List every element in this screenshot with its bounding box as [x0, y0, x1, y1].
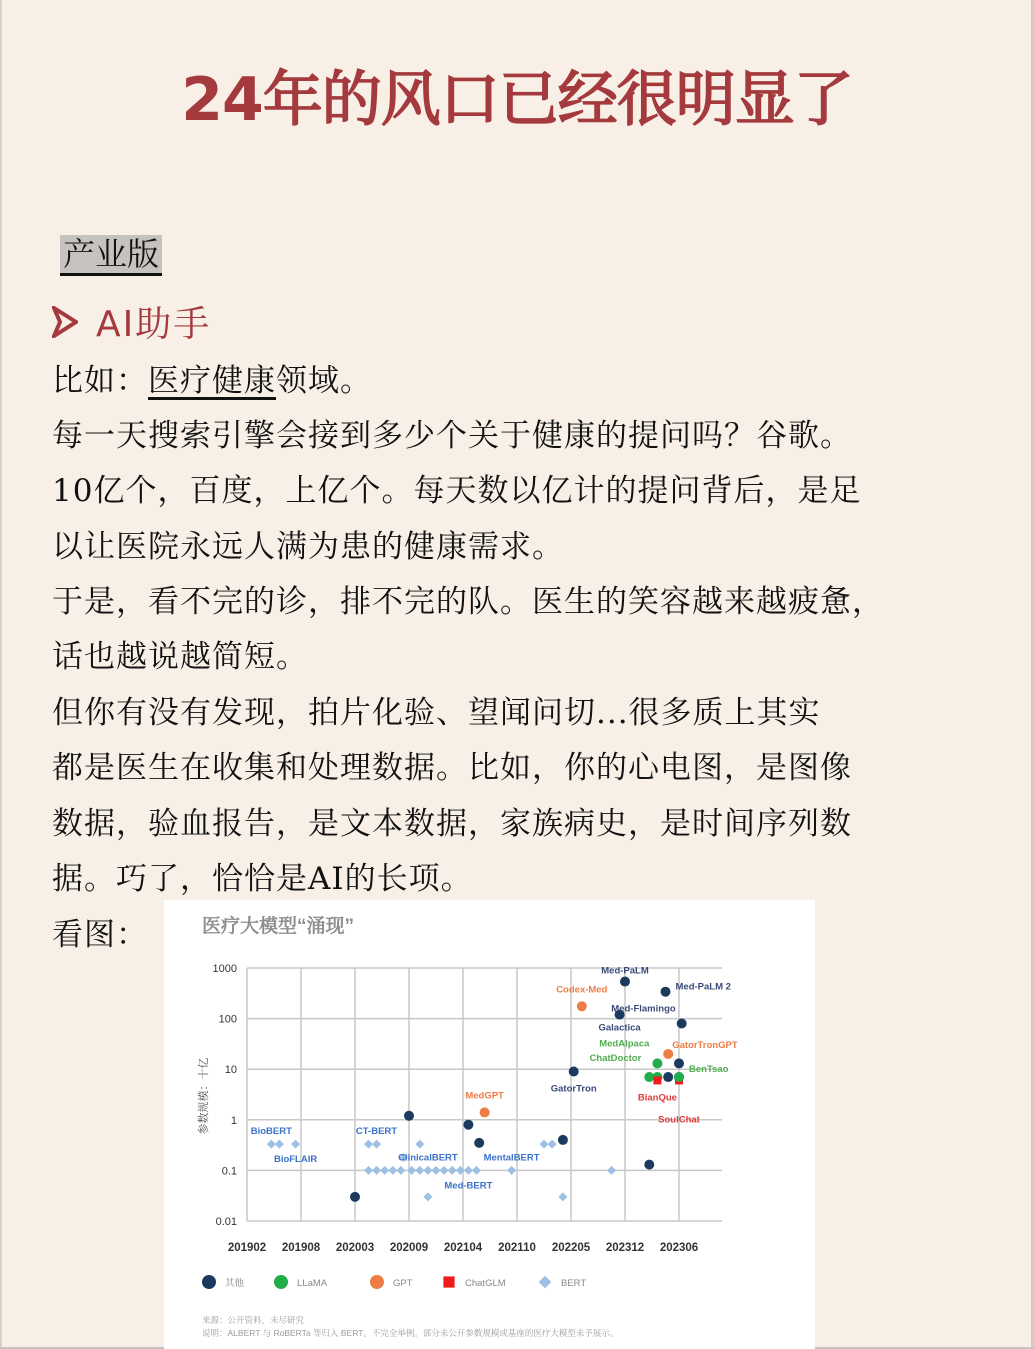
point-label: MedGPT	[465, 1090, 504, 1102]
bert-marker	[539, 1276, 552, 1289]
bert-marker	[448, 1166, 457, 1175]
bert-marker	[423, 1192, 432, 1201]
point-label: BioBERT	[250, 1126, 292, 1138]
paragraph-line: 话也越说越简短。	[52, 639, 308, 675]
legend-label: ChatGLM	[465, 1278, 506, 1289]
other-marker	[404, 1111, 414, 1121]
x-tick-label: 201908	[281, 1242, 321, 1254]
other-marker	[663, 1072, 673, 1082]
y-axis-label: 参数规模：十亿	[198, 1057, 210, 1135]
bert-marker	[275, 1140, 284, 1149]
explanation-note: 说明：ALBERT 与 RoBERTa 等归入 BERT。不完全举例。部分未公开参数规模或基座的医疗大模型未予展示。	[202, 1328, 619, 1338]
point-label: BenTsao	[689, 1064, 729, 1076]
legend-label: LLaMA	[297, 1278, 328, 1289]
point-label: GatorTron	[550, 1083, 597, 1095]
legend-label: 其他	[225, 1278, 245, 1289]
other-marker	[558, 1135, 568, 1145]
x-tick-label: 202003	[335, 1242, 375, 1254]
y-tick-label: 1000	[212, 963, 237, 975]
other-marker	[674, 1058, 684, 1068]
x-tick-label: 202110	[498, 1242, 536, 1254]
edition-tag: 产业版	[60, 235, 162, 276]
point-label: SoulChat	[658, 1114, 700, 1126]
gpt-marker	[480, 1107, 490, 1117]
point-label: Med-BERT	[444, 1180, 493, 1192]
point-label: Med-Flamingo	[611, 1003, 676, 1015]
legend-label: GPT	[393, 1278, 413, 1289]
y-tick-label: 1	[230, 1114, 237, 1127]
y-tick-label: 10	[224, 1064, 237, 1077]
bert-marker	[558, 1192, 567, 1201]
bert-marker	[372, 1140, 381, 1149]
bert-marker	[364, 1140, 373, 1149]
paragraph-line: 据。巧了，恰恰是AI的长项。	[52, 861, 473, 897]
chatglm-marker	[653, 1076, 661, 1084]
bert-marker	[372, 1166, 381, 1175]
x-tick-label: 202205	[551, 1242, 591, 1254]
gpt-marker	[370, 1275, 384, 1289]
bert-marker	[540, 1140, 549, 1149]
underlined-term: 医疗健康	[148, 363, 276, 399]
llama-marker	[652, 1058, 662, 1068]
chart-image	[164, 900, 815, 1349]
page-border-left	[0, 0, 2, 1349]
bert-marker	[415, 1140, 424, 1149]
bert-marker	[472, 1166, 481, 1175]
legend-label: BERT	[561, 1278, 587, 1289]
x-tick-label: 202104	[443, 1242, 483, 1254]
line-prefix: 比如：	[52, 363, 148, 399]
y-tick-label: 0.01	[215, 1216, 237, 1228]
arrow-right-icon	[52, 306, 78, 338]
point-label: Med-PaLM 2	[675, 981, 731, 993]
paragraph-line: 以让医院永远人满为患的健康需求。	[52, 529, 564, 565]
other-marker	[463, 1120, 473, 1130]
paragraph-line: 都是医生在收集和处理数据。比如，你的心电图，是图像	[52, 750, 852, 786]
bert-marker	[607, 1166, 616, 1175]
bert-marker	[396, 1166, 405, 1175]
bert-marker	[364, 1166, 373, 1175]
other-marker	[661, 987, 671, 997]
point-label: MentalBERT	[483, 1152, 540, 1164]
paragraph-line: 看图：	[52, 917, 148, 953]
x-tick-label: 201902	[227, 1242, 267, 1254]
section-heading	[52, 296, 211, 347]
page-title: 24年的风口已经很明显了	[181, 65, 853, 135]
other-marker	[350, 1192, 360, 1202]
point-label: BianQue	[637, 1092, 677, 1104]
point-label: Codex-Med	[556, 984, 608, 996]
y-tick-label: 100	[218, 1013, 237, 1026]
x-tick-label: 202312	[605, 1242, 645, 1254]
bert-marker	[380, 1166, 389, 1175]
other-marker	[644, 1160, 654, 1170]
bert-marker	[440, 1166, 449, 1175]
other-marker	[569, 1067, 579, 1077]
bert-marker	[432, 1166, 441, 1175]
x-tick-label: 202009	[389, 1242, 429, 1254]
section-label: AI助手	[96, 304, 212, 345]
paragraph-line: 每一天搜索引擎会接到多少个关于健康的提问吗？谷歌。	[52, 418, 852, 454]
point-label: ChatDoctor	[589, 1053, 642, 1065]
other-marker	[474, 1138, 484, 1148]
point-label: Galactica	[598, 1022, 641, 1034]
bert-marker	[388, 1166, 397, 1175]
paragraph-line	[52, 354, 372, 409]
point-label: CT-BERT	[355, 1126, 398, 1138]
paragraph-line: 数据，验血报告，是文本数据，家族病史，是时间序列数	[52, 806, 852, 842]
paragraph-line: 10亿个，百度，上亿个。每天数以亿计的提问背后，是足	[52, 473, 862, 509]
chatglm-marker	[443, 1276, 454, 1287]
chart-title: 医疗大模型“涌现”	[202, 916, 355, 937]
bert-marker	[267, 1140, 276, 1149]
point-label: MedAlpaca	[599, 1038, 650, 1050]
bert-marker	[423, 1166, 432, 1175]
bert-marker	[507, 1166, 516, 1175]
source-note: 来源：公开资料，未尽研究	[202, 1315, 305, 1325]
bert-marker	[415, 1166, 424, 1175]
scatter-chart	[164, 900, 815, 1349]
line-suffix: 领域。	[276, 363, 372, 399]
point-label: BioFLAIR	[273, 1154, 318, 1166]
llama-marker	[674, 1072, 684, 1082]
bert-marker	[291, 1140, 300, 1149]
bert-marker	[464, 1166, 473, 1175]
point-label: GatorTronGPT	[672, 1039, 738, 1051]
bert-marker	[548, 1140, 557, 1149]
llama-marker	[274, 1275, 288, 1289]
x-tick-label: 202306	[659, 1242, 699, 1254]
y-tick-label: 0.1	[221, 1165, 237, 1178]
point-label: ClinicalBERT	[398, 1152, 458, 1164]
paragraph-line: 于是，看不完的诊，排不完的队。医生的笑容越来越疲惫，	[52, 584, 884, 620]
other-marker	[620, 977, 630, 987]
other-marker	[202, 1275, 216, 1289]
gpt-marker	[577, 1001, 587, 1011]
paragraph-line: 但你有没有发现，拍片化验、望闻问切...很多质上其实	[52, 695, 821, 731]
point-label: Med-PaLM	[601, 965, 649, 977]
other-marker	[677, 1019, 687, 1029]
